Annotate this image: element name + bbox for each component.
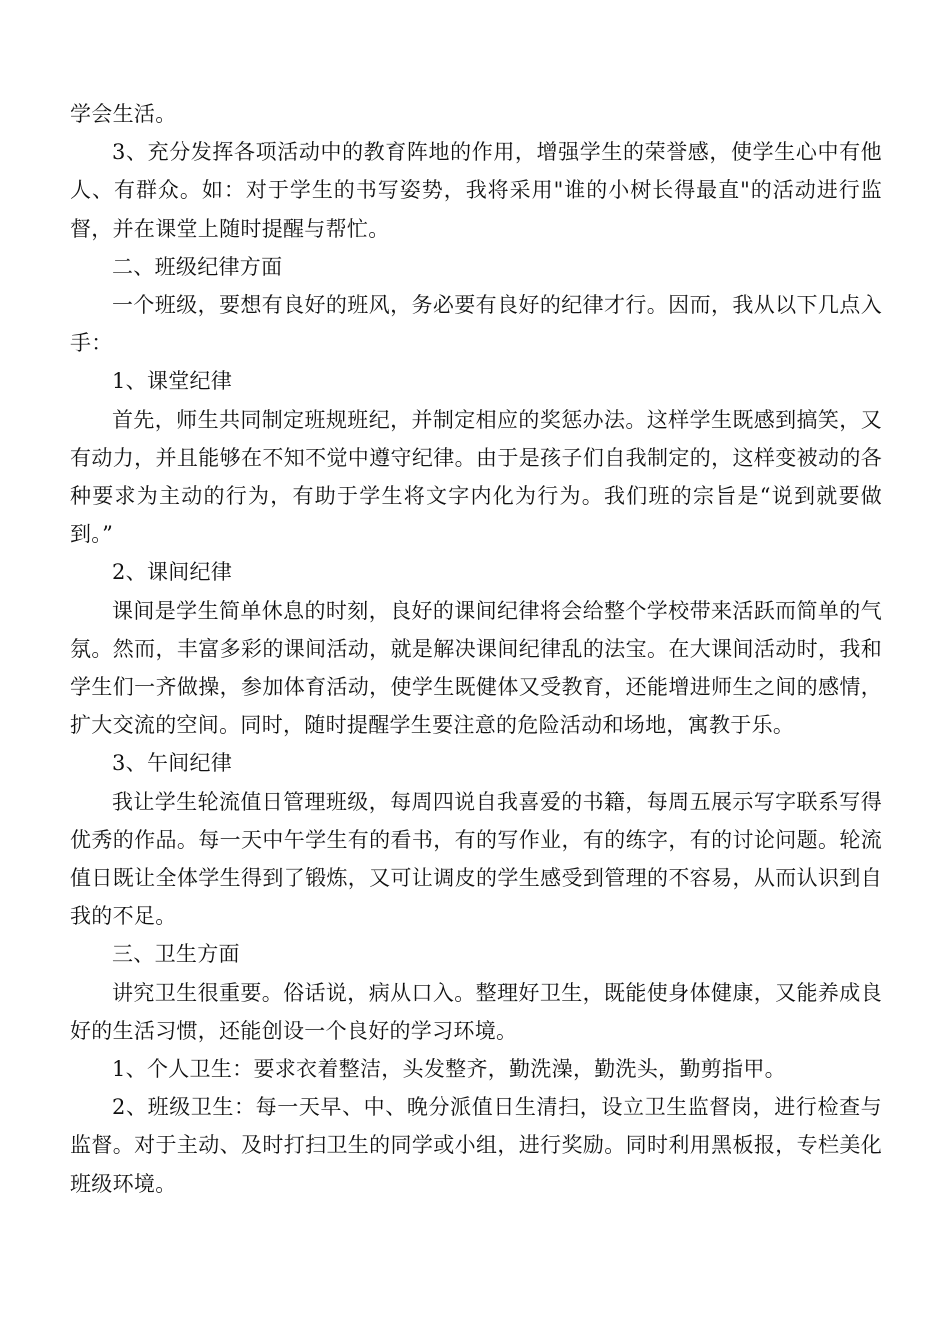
subheading-noon-discipline: 3、午间纪律 xyxy=(112,751,233,776)
paragraph-4: 首先，师生共同制定班规班纪，并制定相应的奖惩办法。这样学生既感到搞笑，又有动力，并且能够在不知不觉中遵守纪律。由于是孩子们自我制定的，这样变被动的各种要求为主动的行为，有助于学生将文字内化为行为。我们班的宗旨是“说到就要做到。” xyxy=(70,407,882,547)
section-heading-hygiene: 三、卫生方面 xyxy=(112,942,240,967)
paragraph-2: 3、充分发挥各项活动中的教育阵地的作用，增强学生的荣誉感，使学生心中有他人、有群众。如：对于学生的书写姿势，我将采用"谁的小树长得最直"的活动进行监督，并在课堂上随时提醒与帮忙。 xyxy=(70,140,882,241)
paragraph-7: 讲究卫生很重要。俗话说，病从口入。整理好卫生，既能使身体健康，又能养成良好的生活习惯，还能创设一个良好的学习环境。 xyxy=(70,980,882,1043)
section-heading-discipline: 二、班级纪律方面 xyxy=(112,254,283,279)
paragraph-personal-hygiene: 1、个人卫生：要求衣着整洁，头发整齐，勤洗澡，勤洗头，勤剪指甲。 xyxy=(112,1057,786,1082)
subheading-classroom-discipline: 1、课堂纪律 xyxy=(112,369,233,394)
document-body xyxy=(70,95,882,1203)
paragraph-5: 课间是学生简单休息的时刻，良好的课间纪律将会给整个学校带来活跃而简单的气氛。然而，丰富多彩的课间活动，就是解决课间纪律乱的法宝。在大课间活动时，我和学生们一齐做操，参加体育活动，使学生既健体又受教育，还能增进师生之间的感情，扩大交流的空间。同时，随时提醒学生要注意的危险活动和场地，寓教于乐。 xyxy=(70,598,882,738)
paragraph-6: 我让学生轮流值日管理班级，每周四说自我喜爱的书籍，每周五展示写字联系写得优秀的作品。每一天中午学生有的看书，有的写作业，有的练字，有的讨论问题。轮流值日既让全体学生得到了锻炼，又可让调皮的学生感受到管理的不容易，从而认识到自我的不足。 xyxy=(70,789,882,929)
paragraph-1: 学会生活。 xyxy=(70,102,177,126)
subheading-break-discipline: 2、课间纪律 xyxy=(112,560,233,585)
paragraph-3: 一个班级，要想有良好的班风，务必要有良好的纪律才行。因而，我从以下几点入手： xyxy=(70,293,882,356)
paragraph-class-hygiene: 2、班级卫生：每一天早、中、晚分派值日生清扫，设立卫生监督岗，进行检查与监督。对于主动、及时打扫卫生的同学或小组，进行奖励。同时利用黑板报，专栏美化班级环境。 xyxy=(70,1095,882,1196)
